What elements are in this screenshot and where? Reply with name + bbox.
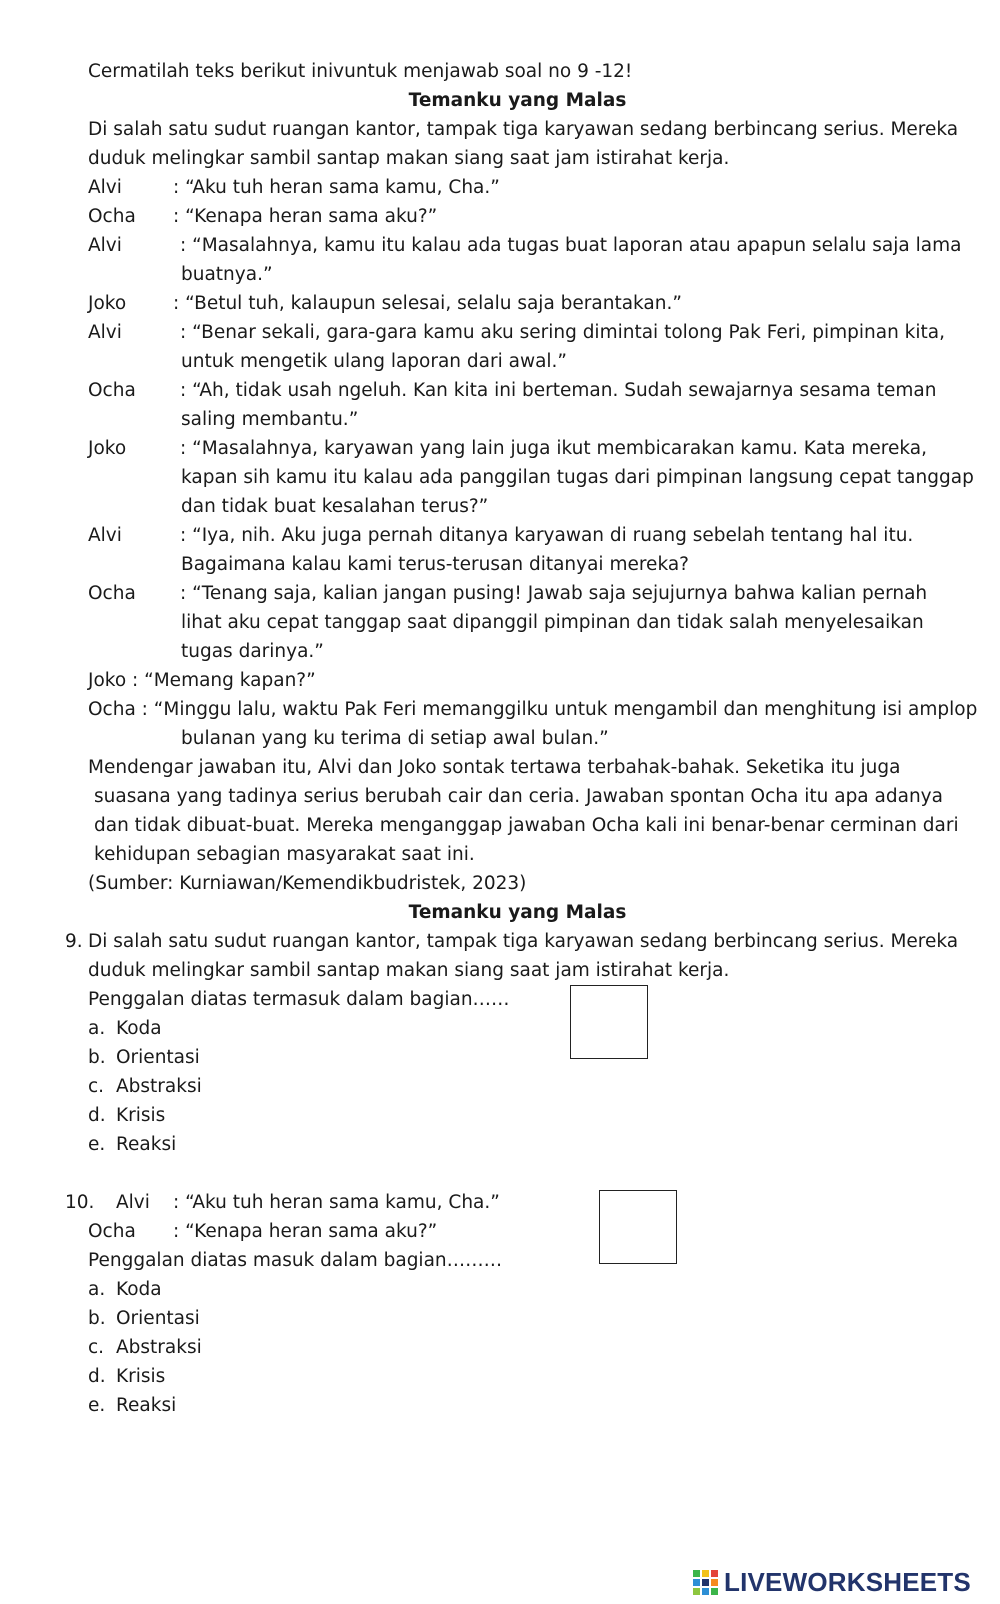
narrative-line: duduk melingkar sambil santap makan siang saat jam istirahat kerja. — [88, 148, 730, 169]
liveworksheets-wordmark: LIVEWORKSHEETS — [724, 1566, 971, 1597]
option-letter: e. — [88, 1395, 106, 1416]
option-text: Reaksi — [116, 1395, 177, 1416]
logo-square — [693, 1579, 700, 1586]
logo-square — [702, 1579, 709, 1586]
question-prompt: Penggalan diatas masuk dalam bagian……… — [88, 1250, 503, 1271]
dialog-speaker: Alvi — [88, 235, 122, 256]
dialog-line: Joko : “Memang kapan?” — [88, 670, 316, 691]
source-citation: (Sumber: Kurniawan/Kemendikbudristek, 2023) — [88, 873, 527, 894]
dialog-speaker: Joko — [88, 293, 127, 314]
option-text: Krisis — [116, 1105, 166, 1126]
option-text: Abstraksi — [116, 1337, 202, 1358]
option-text: Krisis — [116, 1366, 166, 1387]
question-number: 9. — [65, 931, 83, 952]
answer-box-q10[interactable] — [599, 1190, 677, 1264]
dialog-text: : “Masalahnya, karyawan yang lain juga ikut membicarakan kamu. Kata mereka, — [180, 438, 927, 459]
dialog-text-continued: untuk mengetik ulang laporan dari awal.” — [181, 351, 568, 372]
logo-square — [711, 1588, 718, 1595]
option-text: Koda — [116, 1279, 162, 1300]
logo-square — [702, 1588, 709, 1595]
instruction-text: Cermatilah teks berikut inivuntuk menjawab soal no 9 -12! — [88, 61, 633, 82]
option-letter: c. — [88, 1337, 105, 1358]
dialog-speaker: Alvi — [116, 1192, 150, 1213]
option-letter: a. — [88, 1018, 106, 1039]
dialog-text-continued: buatnya.” — [181, 264, 273, 285]
dialog-text: : “Benar sekali, gara-gara kamu aku sering dimintai tolong Pak Feri, pimpinan kita, — [180, 322, 946, 343]
dialog-text: : “Iya, nih. Aku juga pernah ditanya karyawan di ruang sebelah tentang hal itu. — [180, 525, 914, 546]
question-text: duduk melingkar sambil santap makan siang saat jam istirahat kerja. — [88, 960, 730, 981]
question-text: Di salah satu sudut ruangan kantor, tampak tiga karyawan sedang berbincang serius. Mereka — [88, 931, 959, 952]
logo-square — [693, 1588, 700, 1595]
dialog-text-continued: bulanan yang ku terima di setiap awal bulan.” — [181, 728, 609, 749]
dialog-text: : “Tenang saja, kalian jangan pusing! Jawab saja sejujurnya bahwa kalian pernah — [180, 583, 928, 604]
option-text: Abstraksi — [116, 1076, 202, 1097]
option-text: Reaksi — [116, 1134, 177, 1155]
dialog-text: : “Aku tuh heran sama kamu, Cha.” — [173, 177, 500, 198]
dialog-text: : “Ah, tidak usah ngeluh. Kan kita ini berteman. Sudah sewajarnya sesama teman — [180, 380, 937, 401]
option-letter: d. — [88, 1105, 106, 1126]
answer-box-q9[interactable] — [570, 985, 648, 1059]
option-text: Orientasi — [116, 1047, 200, 1068]
dialog-text: : “Kenapa heran sama aku?” — [173, 206, 438, 227]
logo-square — [702, 1570, 709, 1577]
question-prompt: Penggalan diatas termasuk dalam bagian…… — [88, 989, 510, 1010]
dialog-line: Ocha : “Minggu lalu, waktu Pak Feri memanggilku untuk mengambil dan menghitung isi amplop — [88, 699, 978, 720]
dialog-speaker: Ocha — [88, 1221, 136, 1242]
option-letter: b. — [88, 1308, 106, 1329]
dialog-text: : “Aku tuh heran sama kamu, Cha.” — [173, 1192, 500, 1213]
dialog-text-continued: dan tidak buat kesalahan terus?” — [181, 496, 489, 517]
dialog-text-continued: Bagaimana kalau kami terus-terusan ditanyai mereka? — [181, 554, 689, 575]
dialog-speaker: Ocha — [88, 583, 136, 604]
option-letter: e. — [88, 1134, 106, 1155]
logo-square — [711, 1570, 718, 1577]
dialog-text: : “Kenapa heran sama aku?” — [173, 1221, 438, 1242]
story-title: Temanku yang Malas — [408, 90, 627, 111]
option-text: Koda — [116, 1018, 162, 1039]
closing-line: kehidupan sebagian masyarakat saat ini. — [94, 844, 475, 865]
option-letter: b. — [88, 1047, 106, 1068]
dialog-speaker: Joko — [88, 438, 127, 459]
closing-line: dan tidak dibuat-buat. Mereka menganggap jawaban Ocha kali ini benar-benar cerminan dari — [94, 815, 959, 836]
dialog-speaker: Ocha — [88, 206, 136, 227]
option-text: Orientasi — [116, 1308, 200, 1329]
dialog-text-continued: tugas darinya.” — [181, 641, 324, 662]
dialog-text: : “Masalahnya, kamu itu kalau ada tugas buat laporan atau apapun selalu saja lama — [180, 235, 962, 256]
closing-line: Mendengar jawaban itu, Alvi dan Joko sontak tertawa terbahak-bahak. Seketika itu juga — [88, 757, 901, 778]
dialog-speaker: Alvi — [88, 322, 122, 343]
option-letter: c. — [88, 1076, 105, 1097]
dialog-text-continued: kapan sih kamu itu kalau ada panggilan tugas dari pimpinan langsung cepat tanggap — [181, 467, 974, 488]
liveworksheets-logo — [693, 1567, 971, 1597]
dialog-speaker: Alvi — [88, 177, 122, 198]
dialog-speaker: Alvi — [88, 525, 122, 546]
narrative-line: Di salah satu sudut ruangan kantor, tampak tiga karyawan sedang berbincang serius. Mereka — [88, 119, 959, 140]
question-number: 10. — [65, 1192, 95, 1213]
dialog-text-continued: saling membantu.” — [181, 409, 359, 430]
dialog-speaker: Ocha — [88, 380, 136, 401]
story-title-repeat: Temanku yang Malas — [408, 902, 627, 923]
closing-line: suasana yang tadinya serius berubah cair dan ceria. Jawaban spontan Ocha itu apa adanya — [94, 786, 943, 807]
logo-square — [711, 1579, 718, 1586]
dialog-text-continued: lihat aku cepat tanggap saat dipanggil pimpinan dan tidak salah menyelesaikan — [181, 612, 924, 633]
liveworksheets-logo-icon — [693, 1570, 718, 1595]
option-letter: a. — [88, 1279, 106, 1300]
dialog-text: : “Betul tuh, kalaupun selesai, selalu saja berantakan.” — [173, 293, 682, 314]
logo-square — [693, 1570, 700, 1577]
option-letter: d. — [88, 1366, 106, 1387]
